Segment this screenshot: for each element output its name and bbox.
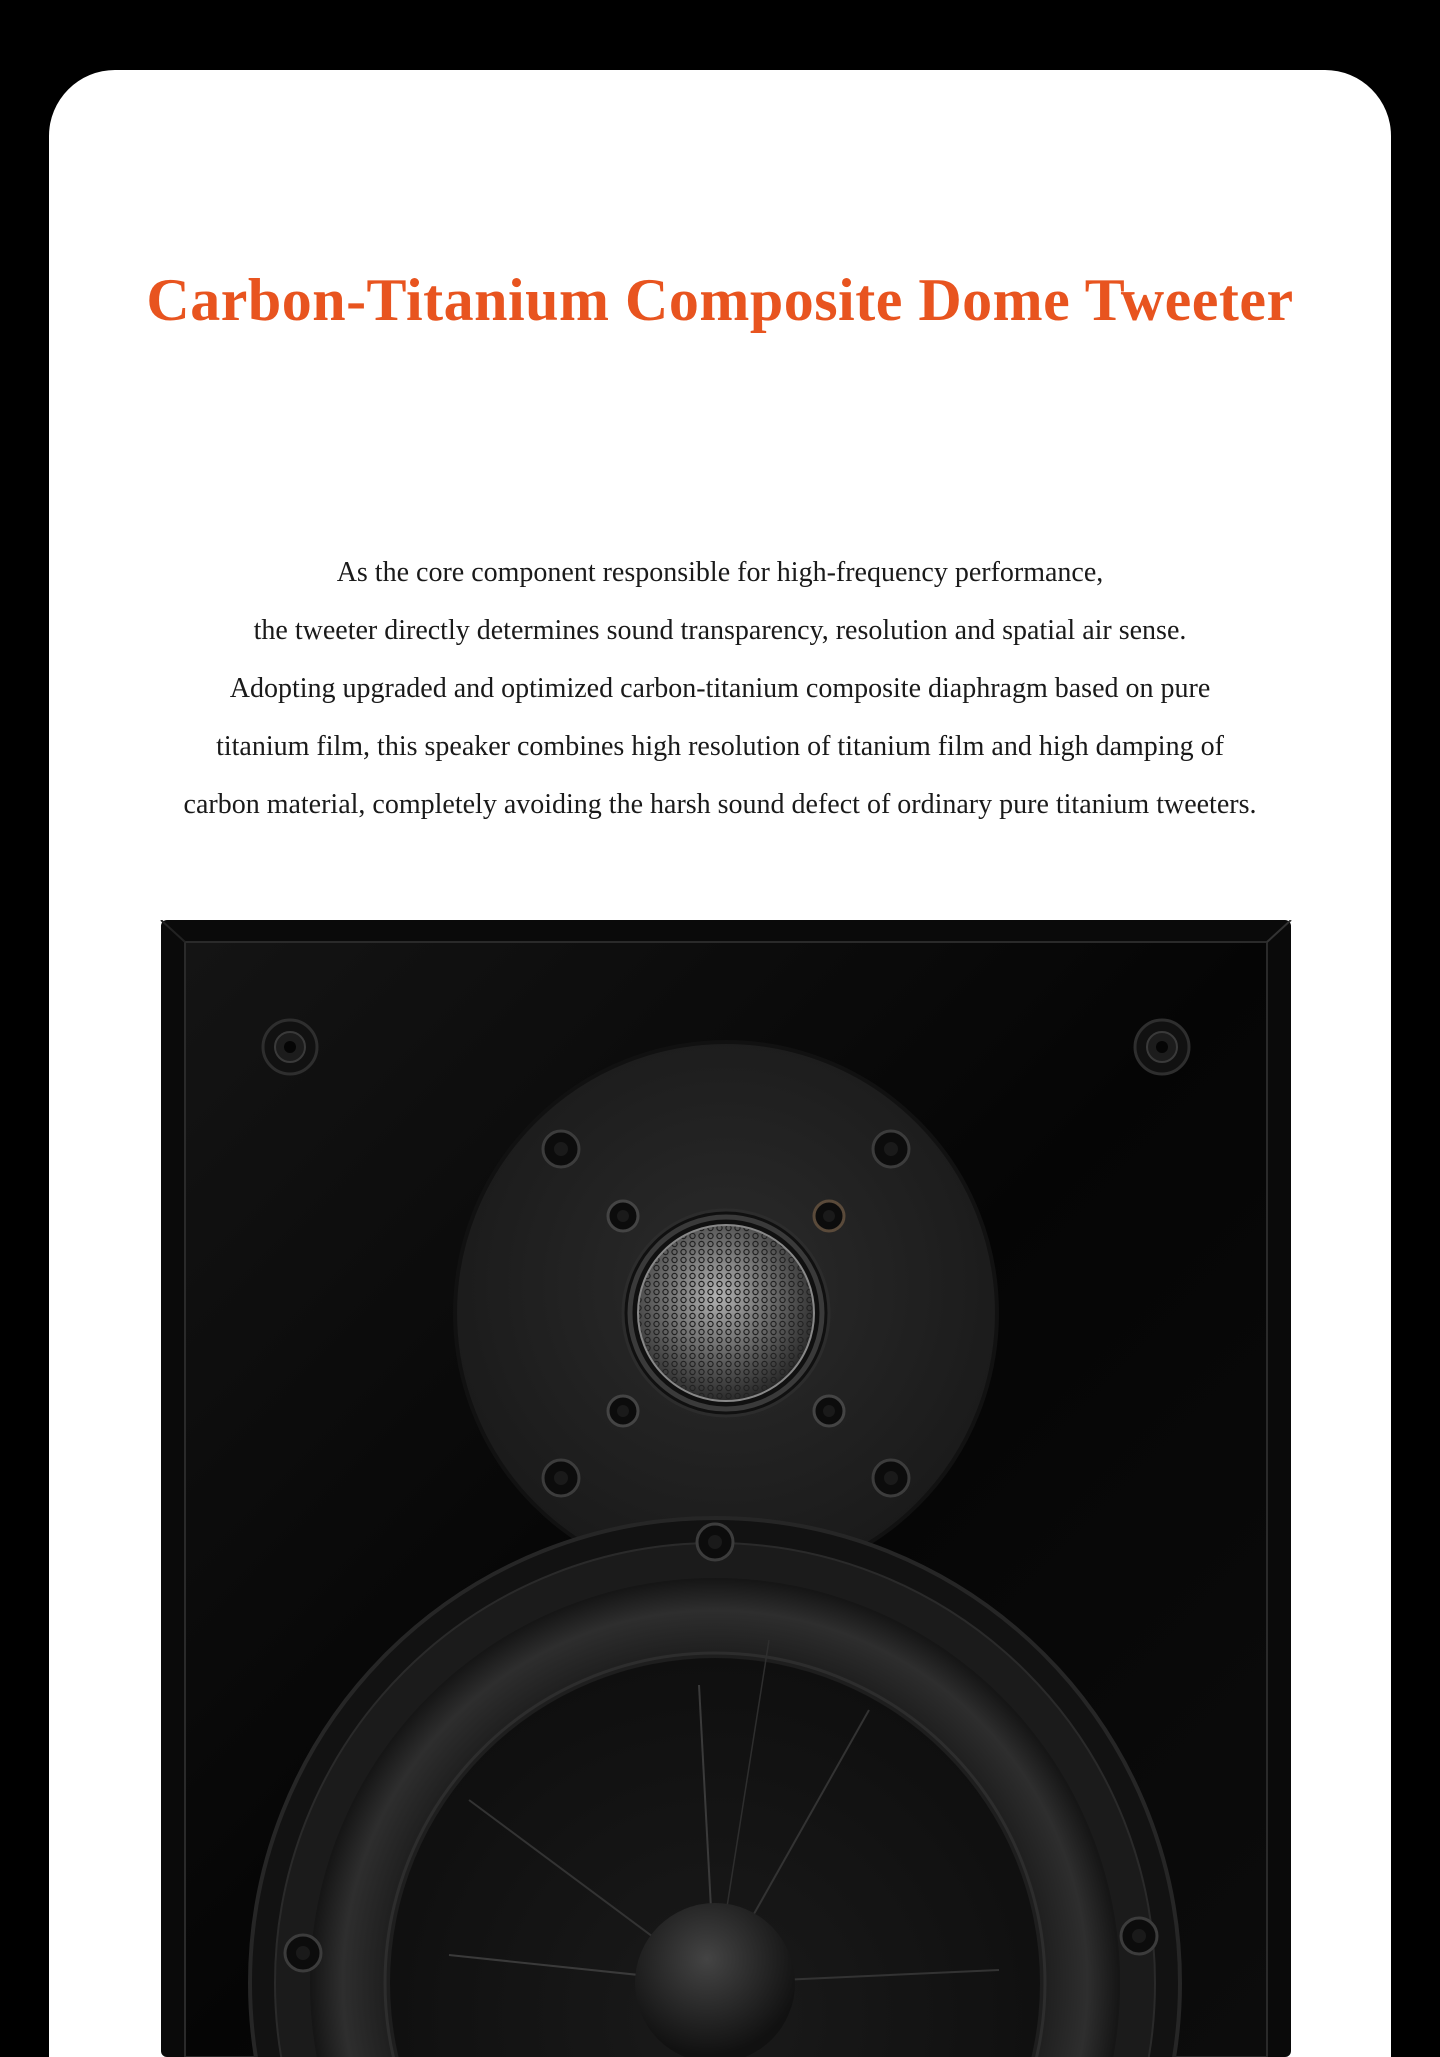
page-title: Carbon-Titanium Composite Dome Tweeter [146, 267, 1294, 333]
screw-icon [814, 1396, 844, 1426]
screw-icon [543, 1460, 579, 1496]
description [49, 544, 1391, 834]
description-line: Adopting upgraded and optimized carbon-titanium composite diaphragm based on pure [229, 673, 1211, 704]
speaker-photo [49, 920, 1391, 2057]
woofer-dust-cap [635, 1903, 795, 2057]
screw-icon [1135, 1020, 1189, 1074]
screw-icon [285, 1935, 321, 1971]
screw-icon [697, 1524, 733, 1560]
screw-icon [814, 1201, 844, 1231]
screw-icon [543, 1131, 579, 1167]
description-line: carbon material, completely avoiding the harsh sound defect of ordinary pure titanium tweeters. [183, 789, 1257, 820]
screw-icon [608, 1396, 638, 1426]
screw-icon [1121, 1918, 1157, 1954]
description-line: the tweeter directly determines sound transparency, resolution and spatial air sense. [253, 615, 1187, 646]
description-line: titanium film, this speaker combines high resolution of titanium film and high damping of [216, 731, 1224, 762]
screw-icon [608, 1201, 638, 1231]
description-line: As the core component responsible for high-frequency performance, [336, 557, 1104, 588]
screw-icon [873, 1460, 909, 1496]
screw-icon [263, 1020, 317, 1074]
screw-icon [873, 1131, 909, 1167]
product-card [49, 70, 1391, 2057]
tweeter [455, 1042, 997, 1584]
